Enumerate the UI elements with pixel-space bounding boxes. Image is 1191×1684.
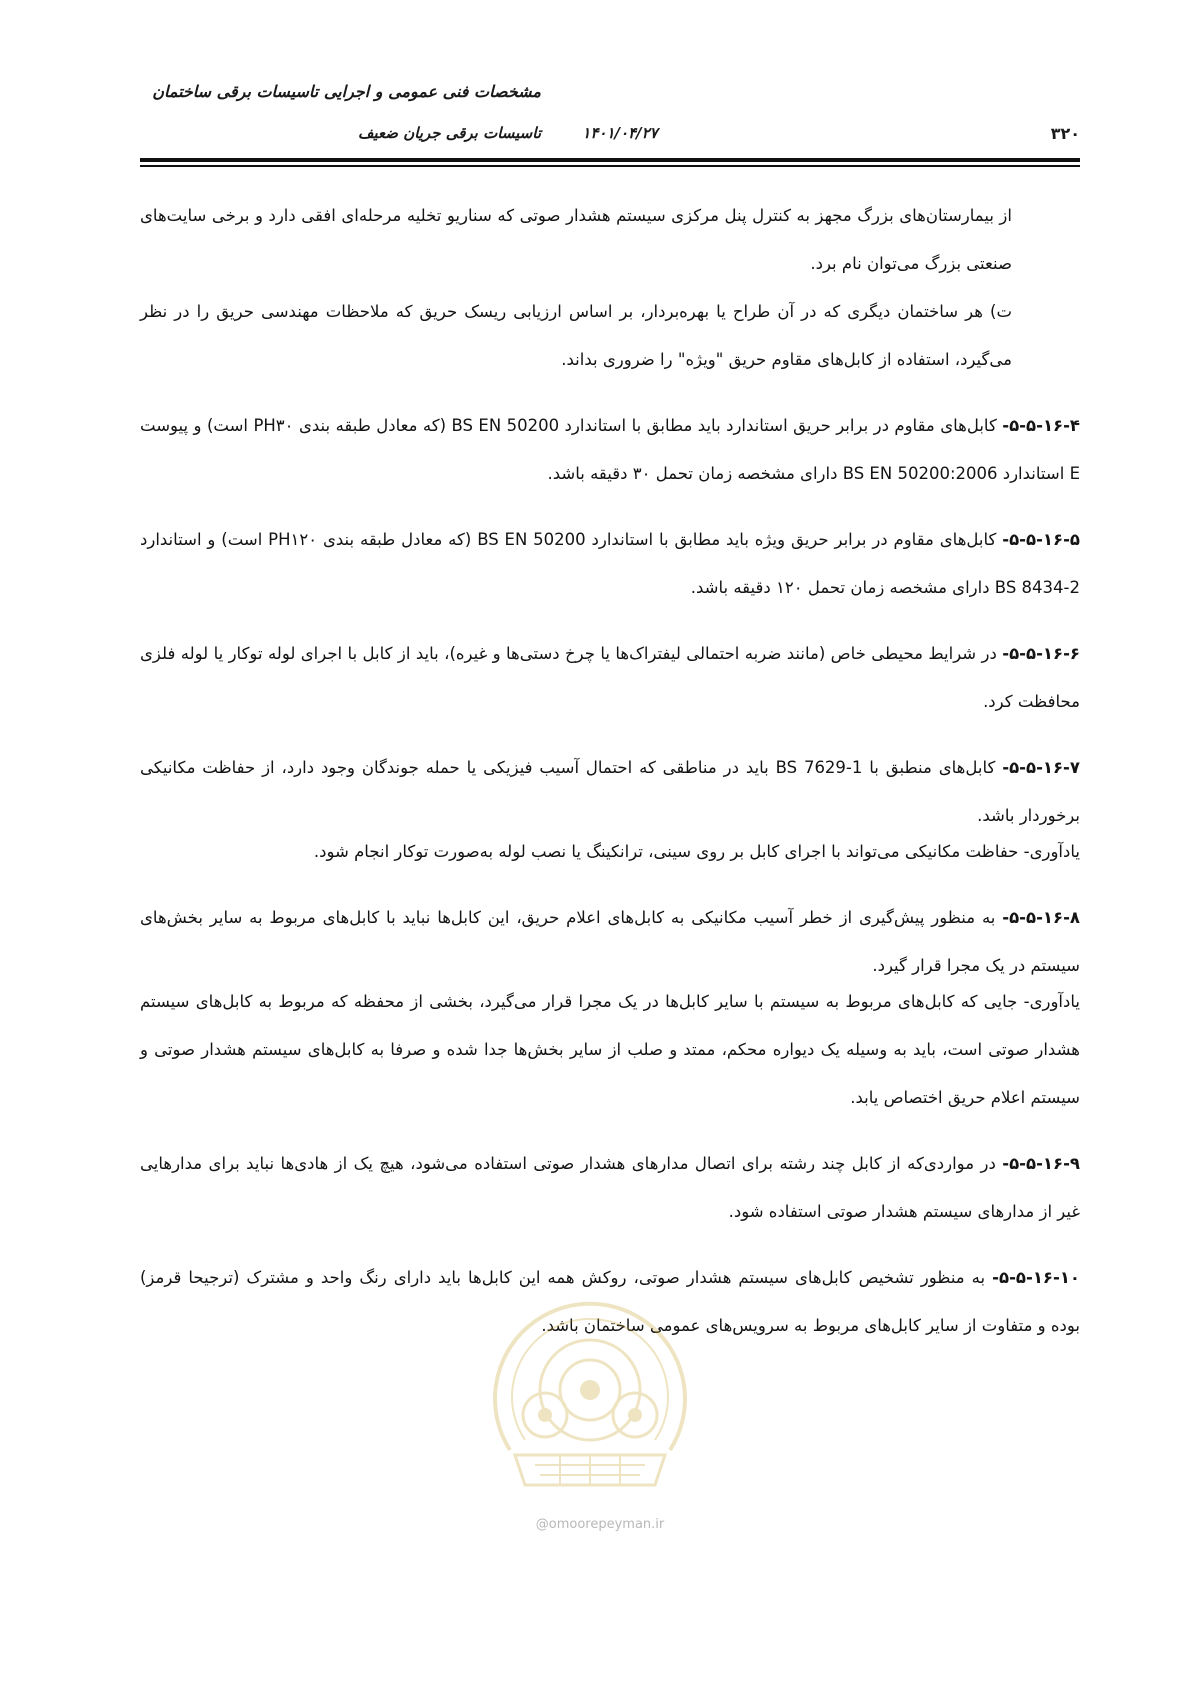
section-number: ۵-۵-۱۶-۸-	[1002, 908, 1080, 927]
section-number: ۵-۵-۱۶-۵-	[1002, 530, 1080, 549]
section-paragraph	[140, 402, 1080, 498]
section-text: در شرایط محیطی خاص (مانند ضربه احتمالی لیفتراک‌ها یا چرخ دستی‌ها و غیره)، باید از کابل با اجرای لوله توکار یا لوله فلزی محافظت کرد.	[140, 644, 1080, 711]
section-paragraph	[140, 1254, 1080, 1350]
section-number: ۵-۵-۱۶-۴-	[1002, 416, 1081, 435]
section-text: به منظور پیش‌گیری از خطر آسیب مکانیکی به کابل‌های اعلام حریق، این کابل‌ها نباید با کابل‌های مربوط به سایر بخش‌های سیستم در یک مجرا قرار گیرد.	[140, 908, 1080, 975]
section-number: ۵-۵-۱۶-۱۰-	[992, 1268, 1080, 1287]
section-number: ۵-۵-۱۶-۷-	[1002, 758, 1080, 777]
header-date: ۱۴۰۱/۰۴/۲۷	[582, 124, 658, 142]
section-text: در مواردی‌که از کابل چند رشته برای اتصال مدارهای هشدار صوتی استفاده می‌شود، هیچ یک از هادی‌ها نباید برای مدارهایی غیر از مدارهای سیستم هشدار صوتی استفاده شود.	[140, 1154, 1080, 1221]
section-text: به منظور تشخیص کابل‌های سیستم هشدار صوتی، روکش همه این کابل‌ها باید دارای رنگ واحد و مشترک (ترجیحا قرمز) بوده و متفاوت از سایر کابل‌های مربوط به سرویس‌های عمومی ساختمان باشد.	[140, 1268, 1080, 1335]
section-paragraph	[140, 1140, 1080, 1236]
section-note: یادآوری- جایی که کابل‌های مربوط به سیستم با سایر کابل‌ها در یک مجرا قرار می‌گیرد، بخشی از محفظه که مربوط به کابل‌های سیستم هشدار صوتی است، باید به وسیله یک دیواره محکم، ممتد و صلب از سایر بخش‌ها جدا شده و صرفا به کابل‌های سیستم هشدار صوتی و سیستم اعلام حریق اختصاص یابد.	[140, 992, 1080, 1107]
intro-item-t: ت) هر ساختمان دیگری که در آن طراح یا بهره‌بردار، بر اساس ارزیابی ریسک حریق که ملاحظات مهندسی حریق را در نظر می‌گیرد، استفاده از کابل‌های مقاوم حریق "ویژه" را ضروری بداند.	[140, 302, 1012, 369]
section-text: کابل‌های مقاوم در برابر حریق ویژه باید مطابق با استاندارد BS EN 50200 (که معادل طبقه بندی PH۱۲۰ است) و استاندارد BS 8434-2 دارای مشخصه زمان تحمل ۱۲۰ دقیقه باشد.	[140, 530, 1080, 597]
section-paragraph	[140, 516, 1080, 612]
section-paragraph	[140, 744, 1080, 840]
document-title: مشخصات فنی عمومی و اجرایی تاسیسات برقی ساختمان	[152, 82, 541, 101]
header-rule-thin	[140, 165, 1080, 167]
section-text: کابل‌های مقاوم در برابر حریق استاندارد باید مطابق با استاندارد BS EN 50200 (که معادل طبقه بندی PH۳۰ است) و پیوست E استاندارد BS EN 50200:2006 دارای مشخصه زمان تحمل ۳۰ دقیقه باشد.	[140, 416, 1080, 483]
section-note: یادآوری- حفاظت مکانیکی می‌تواند با اجرای کابل بر روی سینی، ترانکینگ یا نصب لوله به‌صورت توکار انجام شود.	[313, 842, 1080, 861]
header-rule-thick	[140, 158, 1080, 162]
section-text: کابل‌های منطبق با BS 7629-1 باید در مناطقی که احتمال آسیب فیزیکی یا حمله جوندگان وجود دارد، از حفاظت مکانیکی برخوردار باشد.	[140, 758, 1080, 825]
section-number: ۵-۵-۱۶-۹-	[1002, 1154, 1080, 1173]
section-paragraph	[140, 630, 1080, 726]
body-content	[140, 192, 1080, 1368]
page-number: ۳۲۰	[1050, 124, 1080, 143]
watermark-url: @omoorepeyman.ir	[535, 1517, 665, 1532]
section-number: ۵-۵-۱۶-۶-	[1002, 644, 1080, 663]
section-paragraph	[140, 894, 1080, 990]
chapter-subtitle: تاسیسات برقی جریان ضعیف	[357, 124, 541, 142]
intro-paragraph: از بیمارستان‌های بزرگ مجهز به کنترل پنل مرکزی سیستم هشدار صوتی که سناریو تخلیه مرحله‌ای افقی دارد و برخی سایت‌های صنعتی بزرگ می‌توان نام برد.	[140, 206, 1012, 273]
